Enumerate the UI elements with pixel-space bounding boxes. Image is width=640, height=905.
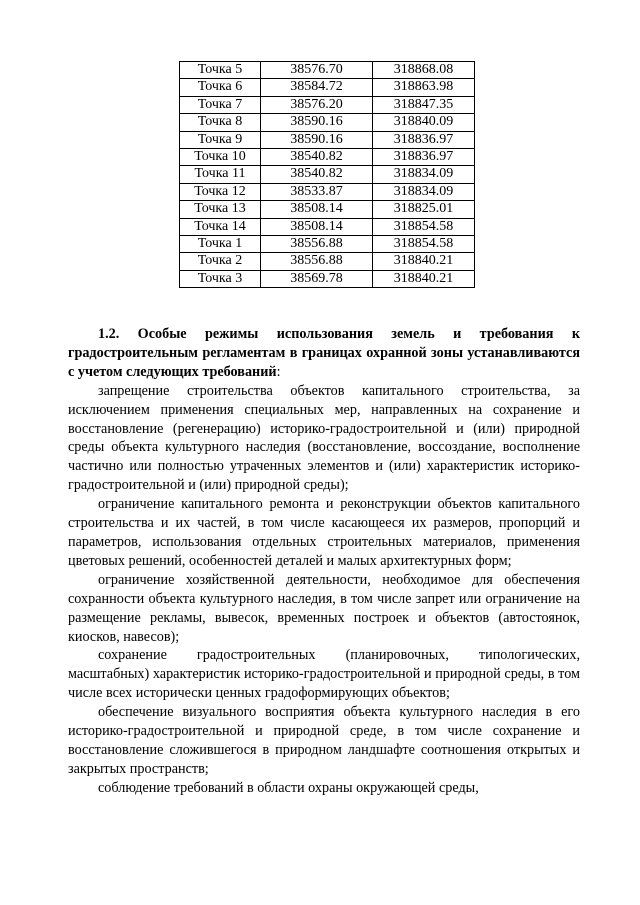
table-row — [180, 62, 475, 79]
table-row — [180, 183, 475, 200]
table-row — [180, 114, 475, 131]
point-name-cell: Точка 7 — [180, 96, 261, 113]
x-coordinate-cell: 38540.82 — [261, 149, 373, 166]
point-name-cell: Точка 1 — [180, 236, 261, 253]
y-coordinate-cell: 318854.58 — [373, 236, 475, 253]
table-row — [180, 236, 475, 253]
y-coordinate-cell: 318847.35 — [373, 96, 475, 113]
table-row — [180, 218, 475, 235]
table-row — [180, 253, 475, 270]
x-coordinate-cell: 38576.20 — [261, 96, 373, 113]
paragraph-6: соблюдение требований в области охраны окружающей среды, — [98, 779, 479, 796]
y-coordinate-cell: 318854.58 — [373, 218, 475, 235]
x-coordinate-cell: 38508.14 — [261, 218, 373, 235]
point-name-cell: Точка 8 — [180, 114, 261, 131]
y-coordinate-cell: 318840.21 — [373, 270, 475, 287]
x-coordinate-cell: 38590.16 — [261, 131, 373, 148]
x-coordinate-cell: 38533.87 — [261, 183, 373, 200]
section-heading — [68, 325, 580, 382]
point-name-cell: Точка 9 — [180, 131, 261, 148]
point-name-cell: Точка 12 — [180, 183, 261, 200]
point-name-cell: Точка 11 — [180, 166, 261, 183]
x-coordinate-cell: 38576.70 — [261, 62, 373, 79]
x-coordinate-cell: 38569.78 — [261, 270, 373, 287]
x-coordinate-cell: 38508.14 — [261, 201, 373, 218]
y-coordinate-cell: 318834.09 — [373, 183, 475, 200]
table-row — [180, 270, 475, 287]
point-name-cell: Точка 6 — [180, 79, 261, 96]
y-coordinate-cell: 318825.01 — [373, 201, 475, 218]
point-name-cell: Точка 13 — [180, 201, 261, 218]
point-name-cell: Точка 3 — [180, 270, 261, 287]
x-coordinate-cell: 38556.88 — [261, 236, 373, 253]
point-name-cell: Точка 14 — [180, 218, 261, 235]
table-row — [180, 149, 475, 166]
y-coordinate-cell: 318840.09 — [373, 114, 475, 131]
coordinates-table-body — [180, 62, 475, 288]
table-row — [180, 131, 475, 148]
table-row — [180, 79, 475, 96]
table-row — [180, 96, 475, 113]
paragraph-1: запрещение строительства объектов капитального строительства, за исключением применения специальных мер, направленных на сохранение и восстановление (регенерацию) историко-градостроительной и (или) природной среды объекта культурного наследия (восстановление, воссоздание, восполнение частично или полностью утраченных элементов и (или) характеристик историко-градостроительной и (или) природной среды); — [68, 382, 580, 494]
coordinates-table — [179, 61, 475, 288]
x-coordinate-cell: 38590.16 — [261, 114, 373, 131]
section-heading-tail: : — [276, 363, 281, 380]
y-coordinate-cell: 318840.21 — [373, 253, 475, 270]
section-heading-bold: 1.2. Особые режимы использования земель и требования к градостроительным регламентам в границах охранной зоны устанавливаются с учетом следующих требований — [68, 326, 580, 380]
y-coordinate-cell: 318863.98 — [373, 79, 475, 96]
table-row — [180, 166, 475, 183]
y-coordinate-cell: 318834.09 — [373, 166, 475, 183]
paragraph-4: сохранение градостроительных (планировочных, типологических, масштабных) характеристик историко-градостроительной и природной среды, в том числе всех исторически ценных градоформирующих объектов; — [68, 647, 580, 702]
x-coordinate-cell: 38556.88 — [261, 253, 373, 270]
point-name-cell: Точка 2 — [180, 253, 261, 270]
section-text — [68, 325, 580, 798]
point-name-cell: Точка 10 — [180, 149, 261, 166]
y-coordinate-cell: 318836.97 — [373, 149, 475, 166]
point-name-cell: Точка 5 — [180, 62, 261, 79]
x-coordinate-cell: 38584.72 — [261, 79, 373, 96]
y-coordinate-cell: 318868.08 — [373, 62, 475, 79]
x-coordinate-cell: 38540.82 — [261, 166, 373, 183]
table-row — [180, 201, 475, 218]
paragraph-3: ограничение хозяйственной деятельности, необходимое для обеспечения сохранности объекта культурного наследия, в том числе запрет или ограничение на размещение рекламы, вывесок, временных построек и объектов (автостоянок, киосков, навесов); — [68, 571, 580, 645]
y-coordinate-cell: 318836.97 — [373, 131, 475, 148]
paragraph-2: ограничение капитального ремонта и реконструкции объектов капитального строительства и их частей, в том числе касающееся их размеров, пропорций и параметров, использования отдельных строительных материалов, применения цветовых решений, особенностей деталей и малых архитектурных форм; — [68, 496, 580, 569]
paragraph-5: обеспечение визуального восприятия объекта культурного наследия в его историко-градостроительной и природной среде, в том числе сохранение и восстановление сложившегося в природном ландшафте соотношения открытых и закрытых пространств; — [68, 704, 580, 777]
